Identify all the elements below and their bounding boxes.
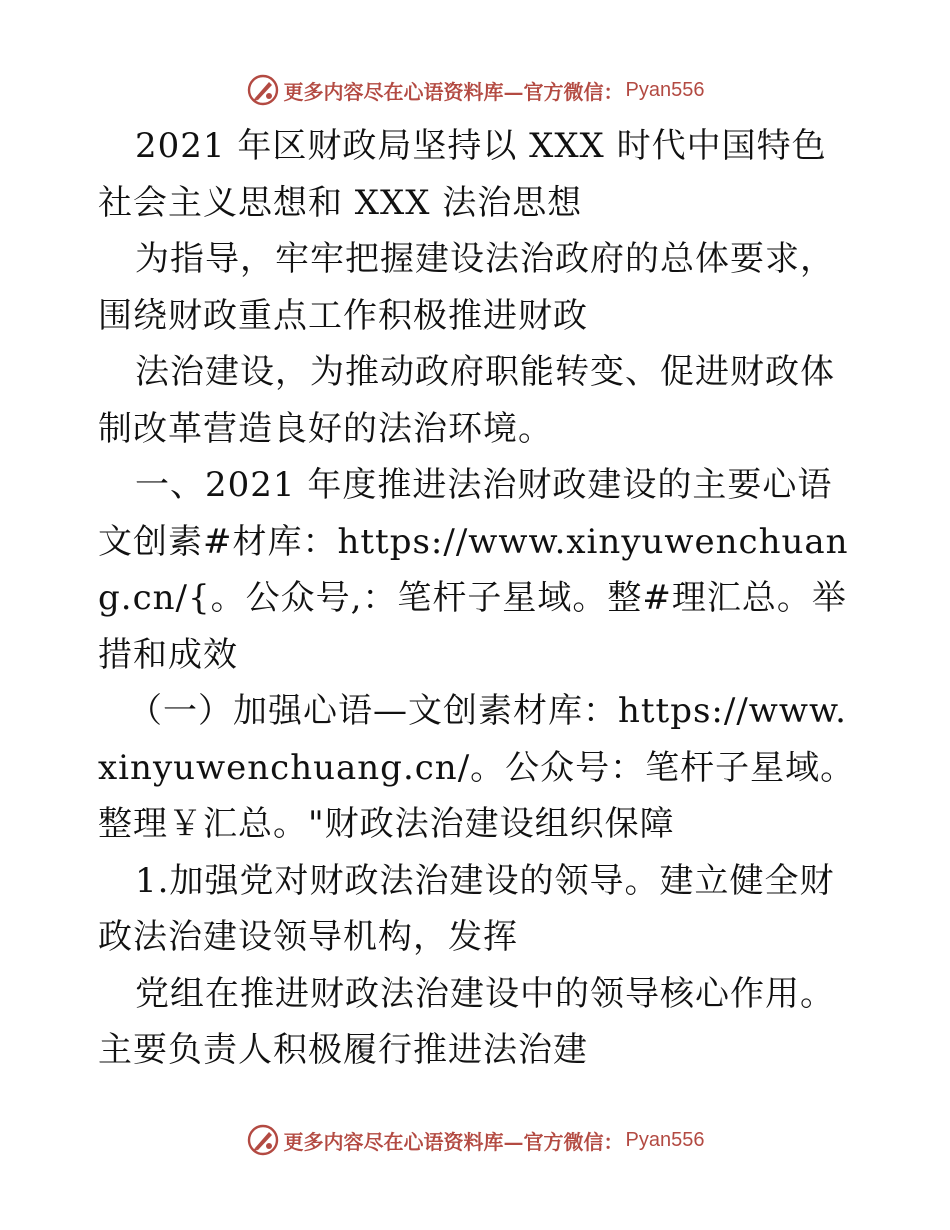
- section-heading-1: 一、2021 年度推进法治财政建设的主要心语文创素#材库：https://www.xinyuwenchuang.cn/{。公众号,：笔杆子星域。整#理汇总。举措和成效: [98, 465, 849, 675]
- paragraph-7: 党组在推进财政法治建设中的领导核心作用。主要负责人积极履行推进法治建: [98, 973, 835, 1070]
- subsection-heading-1: （一）加强心语—文创素材库：https://www.xinyuwenchuang.cn/。公众号：笔杆子星域。整理￥汇总。"财政法治建设组织保障: [98, 691, 856, 844]
- quill-logo-icon: [246, 73, 280, 107]
- paragraph-3: 法治建设，为推动政府职能转变、促进财政体制改革营造良好的法治环境。: [98, 352, 835, 449]
- paragraph-2: 为指导，牢牢把握建设法治政府的总体要求，围绕财政重点工作积极推进财政: [98, 239, 835, 336]
- header-watermark-banner: [0, 70, 950, 110]
- paragraph-item-1: 1.加强党对财政法治建设的领导。建立健全财政法治建设领导机构，发挥: [98, 860, 835, 957]
- header-banner-text: 更多内容尽在心语资料库—官方微信：: [283, 79, 624, 104]
- footer-wechat-id: Pyan556: [625, 1128, 705, 1151]
- quill-logo-icon: [246, 1123, 280, 1157]
- paragraph-1: 2021 年区财政局坚持以 XXX 时代中国特色社会主义思想和 XXX 法治思想: [98, 126, 827, 223]
- footer-watermark-banner: [0, 1120, 950, 1160]
- footer-banner-text: 更多内容尽在心语资料库—官方微信：: [283, 1129, 624, 1154]
- header-wechat-id: Pyan556: [625, 78, 705, 101]
- document-body: [98, 118, 858, 1079]
